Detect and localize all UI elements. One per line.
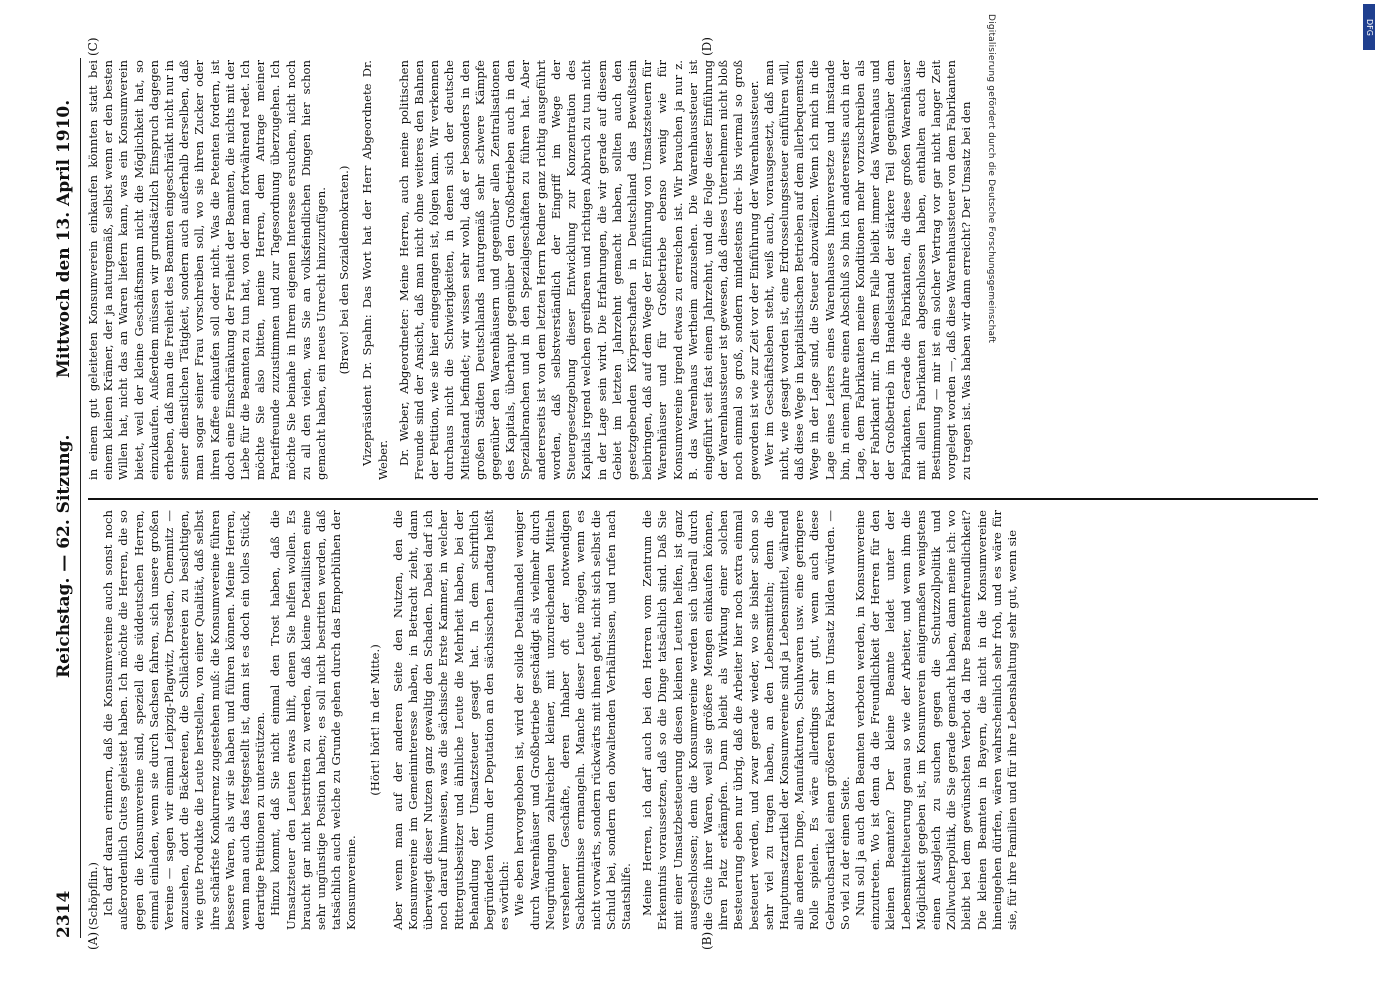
paragraph: Hinzu kommt, daß Sie nicht einmal den Trost haben, daß die Umsatzsteuer den Leuten etwas hilft, denen Sie helfen wollen. Es braucht gar nicht bestritten zu werden, daß kleine Detaillisten eine sehr ungünstige Position haben; es soll nicht bestritten werden, daß tatsächlich auch welche zu Grunde gehen durch das Emporblühen der Konsumvereine. — [268, 510, 359, 930]
paragraph: Meine Herren, ich darf auch bei den Herren vom Zentrum die Erkenntnis voraussetzen, daß so die Dinge tatsächlich sind. Daß Sie mit einer Umsatzbesteuerung diesen kleinen Leuten helfen, ist ganz ausgeschlossen; denn die Konsumvereine werden sich überall durch die Güte ihrer Waren, weil sie größere Mengen einkaufen können, ihren Platz erkämpfen. Dann bleibt als Wirkung einer solchen Besteuerung eben nur übrig, daß die Arbeiter hier noch extra einmal besteuert werden, und zwar gerade wieder, wo sie bisher schon so sehr viel zu tragen haben, an den Lebensmitteln; denn die Hauptumsatzartikel der Konsumvereine sind ja Lebensmittel, während alle anderen Dinge, Manufakturen, Schuhwaren usw. eine geringere Rolle spielen. Es wäre allerdings sehr gut, wenn auch diese Gebrauchsartikel einen größeren Faktor im Umsatz bilden würden. — So viel zu der einen Seite. — [640, 510, 852, 930]
paragraph: Ich darf daran erinnern, daß die Konsumvereine auch sonst noch außerordentlich Gutes geleistet haben. Ich möchte die Herren, die so gegen die Konsumvereine sind, speziell die süddeutschen Herren, einmal einladen, wenn sie durch Sachsen fahren, sich unsere großen Vereine — sagen wir einmal Leipzig-Plagwitz, Dresden, Chemnitz — anzusehen, dort die Bäckereien, die Schlächtereien zu besichtigen, wie gute Produkte die Leute herstellen, von einer Qualität, daß selbst ihre schärfste Konkurrenz zugestehen muß: die Konsumvereine führen bessere Waren, als wir sie haben und führen können. Meine Herren, wenn man auch das festgestellt ist, dann ist es doch ein tolles Stück, derartige Petitionen zu unterstützen. — [101, 510, 268, 930]
digitization-note: Digitalisierung gefördert durch die Deutsche Forschungsgemeinschaft — [986, 14, 996, 344]
margin-mark-c: (C) — [86, 37, 100, 56]
left-text-column — [86, 510, 1020, 930]
margin-mark-b: (B) — [700, 931, 714, 950]
header-rule — [80, 58, 81, 938]
dfg-logo: DFG — [1363, 4, 1375, 50]
paragraph: Wer im Geschäftsleben steht, weiß auch, vorausgesetzt, daß man nicht, wie gesagt worden ist, eine Erdrosselungssteuer einführen will, daß diese Wege in kapitalistischen Betrieben auf dem allerbequemsten Wege in der Lage sind, die Steuer abzuwälzen. Wenn ich mich in die Lage eines Leiters eines Warenhauses hineinversetze und imstande bin, in einem Jahre einen Abschluß so bin ich andererseits auch in der Lage, dem Fabrikanten meine Konditionen mehr vorzuschreiben als der Fabrikant mir. In diesem Falle bleibt immer das Warenhaus und der Großbetrieb im Handelsstand der stärkere Teil gegenüber dem Fabrikanten. Gerade die Fabrikanten, die diese großen Warenhäuser mit allen Fabrikanten abgeschlossen haben, enthalten auch die Bestimmung — mir ist ein solcher Vertrag vor gar nicht langer Zeit vorgelegt worden —, daß diese Warenhaussteuer von dem Fabrikanten zu tragen ist. Was haben wir dann erreicht? Der Umsatz bei den — [761, 60, 974, 480]
right-text-column — [86, 60, 975, 480]
header-right-title: Mittwoch den 13. April 1910. — [54, 99, 74, 378]
paragraph: Aber wenn man auf der anderen Seite den Nutzen, den die Konsumvereine im Gemeininteresse haben, in Betracht zieht, dann überwiegt dieser Nutzen ganz gewaltig den Schaden. Dabei darf ich noch darauf hinweisen, was die sächsische Erste Kammer, in welcher Rittergutsbesitzer und ähnliche Leute die Mehrheit haben, bei der Behandlung der Umsatzsteuer gesagt hat. In dem schriftlich begründeten Votum der Deputation an den sächsischen Landtag heißt es wörtlich: — [390, 510, 512, 930]
column-divider — [88, 498, 1318, 500]
header-left-title: Reichstag. — 62. Sitzung. — [54, 434, 74, 678]
margin-mark-a: (A) — [86, 931, 100, 950]
margin-mark-d: (D) — [700, 37, 714, 56]
running-header — [50, 58, 80, 938]
paragraph: (Schöpflin.) — [86, 862, 100, 930]
paragraph: in einem gut geleiteten Konsumverein einkaufen könnten statt bei einem kleinen Krämer, der ja naturgemäß, selbst wenn er den besten Willen hat, nicht das an Waren liefern kann, was ein Konsumverein bietet, weil der kleine Geschäftsmann nicht die Möglichkeit hat, so einzukaufen. Außerdem müssen wir grundsätzlich Einspruch dagegen erheben, daß man die Freiheit des Beamten eingeschränkt nicht nur in seiner dienstlichen Tätigkeit, sondern auch außerhalb derselben, daß man sogar seiner Frau vorschreiben soll, wo sie ihren Zucker oder ihren Kaffee einkaufen soll oder nicht. Was die Petenten fordern, ist doch eine Einschränkung der Freiheit der Beamten, die nichts mit der Liebe für die Beamten zu tun hat, von der man fortwährend redet. Ich möchte Sie also bitten, meine Herren, dem Antrage meiner Parteifreunde zuzustimmen und zur Tagesordnung überzugehen. Ich möchte Sie beinahe in Ihrem eigenen Interesse ersuchen, nicht noch zu all den vielen, was Sie an volksfeindlichen Dingen hier schon gemacht haben, ein neues Unrecht hinzuzufügen. — [86, 60, 329, 480]
paragraph: (Hört! hört! in der Mitte.) — [367, 644, 382, 796]
paragraph: Nun soll ja auch den Beamten verboten werden, in Konsumvereine einzutreten. Wo ist denn da die Freundlichkeit der Herren für den kleinen Beamten? Der kleine Beamte leidet unter der Lebensmittelteuerung genau so wie der Arbeiter, und wenn ihm die Möglichkeit gegeben ist, im Konsumverein einigermaßen wenigstens einen Ausgleich zu suchen gegen die Schutzzollpolitik und Zollwucherpolitik, die Sie gerade gemacht haben, dann meine ich: wo bleibt bei dem gewünschten Verbot da Ihre Beamtenfreundlichkeit? Die kleinen Beamten in Bayern, die nicht in die Konsumvereine hineingehen dürfen, wären wahrscheinlich sehr froh, und es wäre für sie, für ihre Familien und für ihre Lebenshaltung sehr gut, wenn sie — [852, 510, 1019, 930]
paragraph: Wie eben hervorgehoben ist, wird der solide Detailhandel weniger durch Warenhäuser und Großbetriebe geschädigt als vielmehr durch Neugründungen zahlreicher kleiner, mit unzureichenden Mitteln versehener Geschäfte, deren Inhaber oft der notwendigen Sachkenntnisse ermangeln. Manche dieser Leute mögen, wenn es nicht vorwärts, sondern rückwärts mit ihnen geht, nicht sich selbst die Schuld bei, sondern den obwaltenden Verhältnissen, und rufen nach Staatshilfe. — [512, 510, 633, 930]
page-number: 2314 — [54, 890, 74, 938]
paragraph: (Bravo! bei den Sozialdemokraten.) — [337, 165, 352, 375]
paragraph: Vizepräsident Dr. Spahn: Das Wort hat der Herr Abgeordnete Dr. Weber. — [360, 60, 390, 480]
paragraph: Dr. Weber, Abgeordneter: Meine Herren, auch meine politischen Freunde sind der Ansicht, daß man nicht ohne weiteres den Bahnen der Petition, wie sie hier eingegangen ist, folgen kann. Wir verkennen durchaus nicht die Schwierigkeiten, in denen sich der deutsche Mittelstand befindet; wir wissen sehr wohl, daß er besonders in den großen Städten Deutschlands naturgemäß sehr schwere Kämpfe gegenüber den Warenhäusern und gegenüber allen Zentralisationen des Kapitals, überhaupt gegenüber den Großbetrieben auch in den Spezialbranchen und in den Spezialgeschäften zu führen hat. Aber andererseits ist von dem letzten Herrn Redner ganz richtig ausgeführt worden, daß selbstverständlich der Eingriff im Wege der Steuergesetzgebung dieser Entwicklung zur Konzentration des Kapitals irgend welchen greifbaren und richtigen Abbruch zu tun nicht in der Lage sein wird. Die Erfahrungen, die wir gerade auf diesem Gebiet im letzten Jahrzehnt gemacht haben, sollten auch den gesetzgebenden Körperschaften in Deutschland das Bewußtsein beibringen, daß auf dem Wege der Einführung von Umsatzsteuern für Warenhäuser und für Großbetriebe ebenso wenig wie für Konsumvereine irgend etwas zu erreichen ist. Wir brauchen ja nur z. B. das Warenhaus Wertheim anzusehen. Die Warenhaussteuer ist eingeführt seit fast einem Jahrzehnt, und die Folge dieser Einführung der Warenhaussteuer ist gewesen, daß dieses Unternehmen nicht bloß noch einmal so groß, sondern mindestens drei- bis viermal so groß geworden ist wie zur Zeit vor der Einführung der Warenhaussteuer. — [396, 60, 761, 480]
